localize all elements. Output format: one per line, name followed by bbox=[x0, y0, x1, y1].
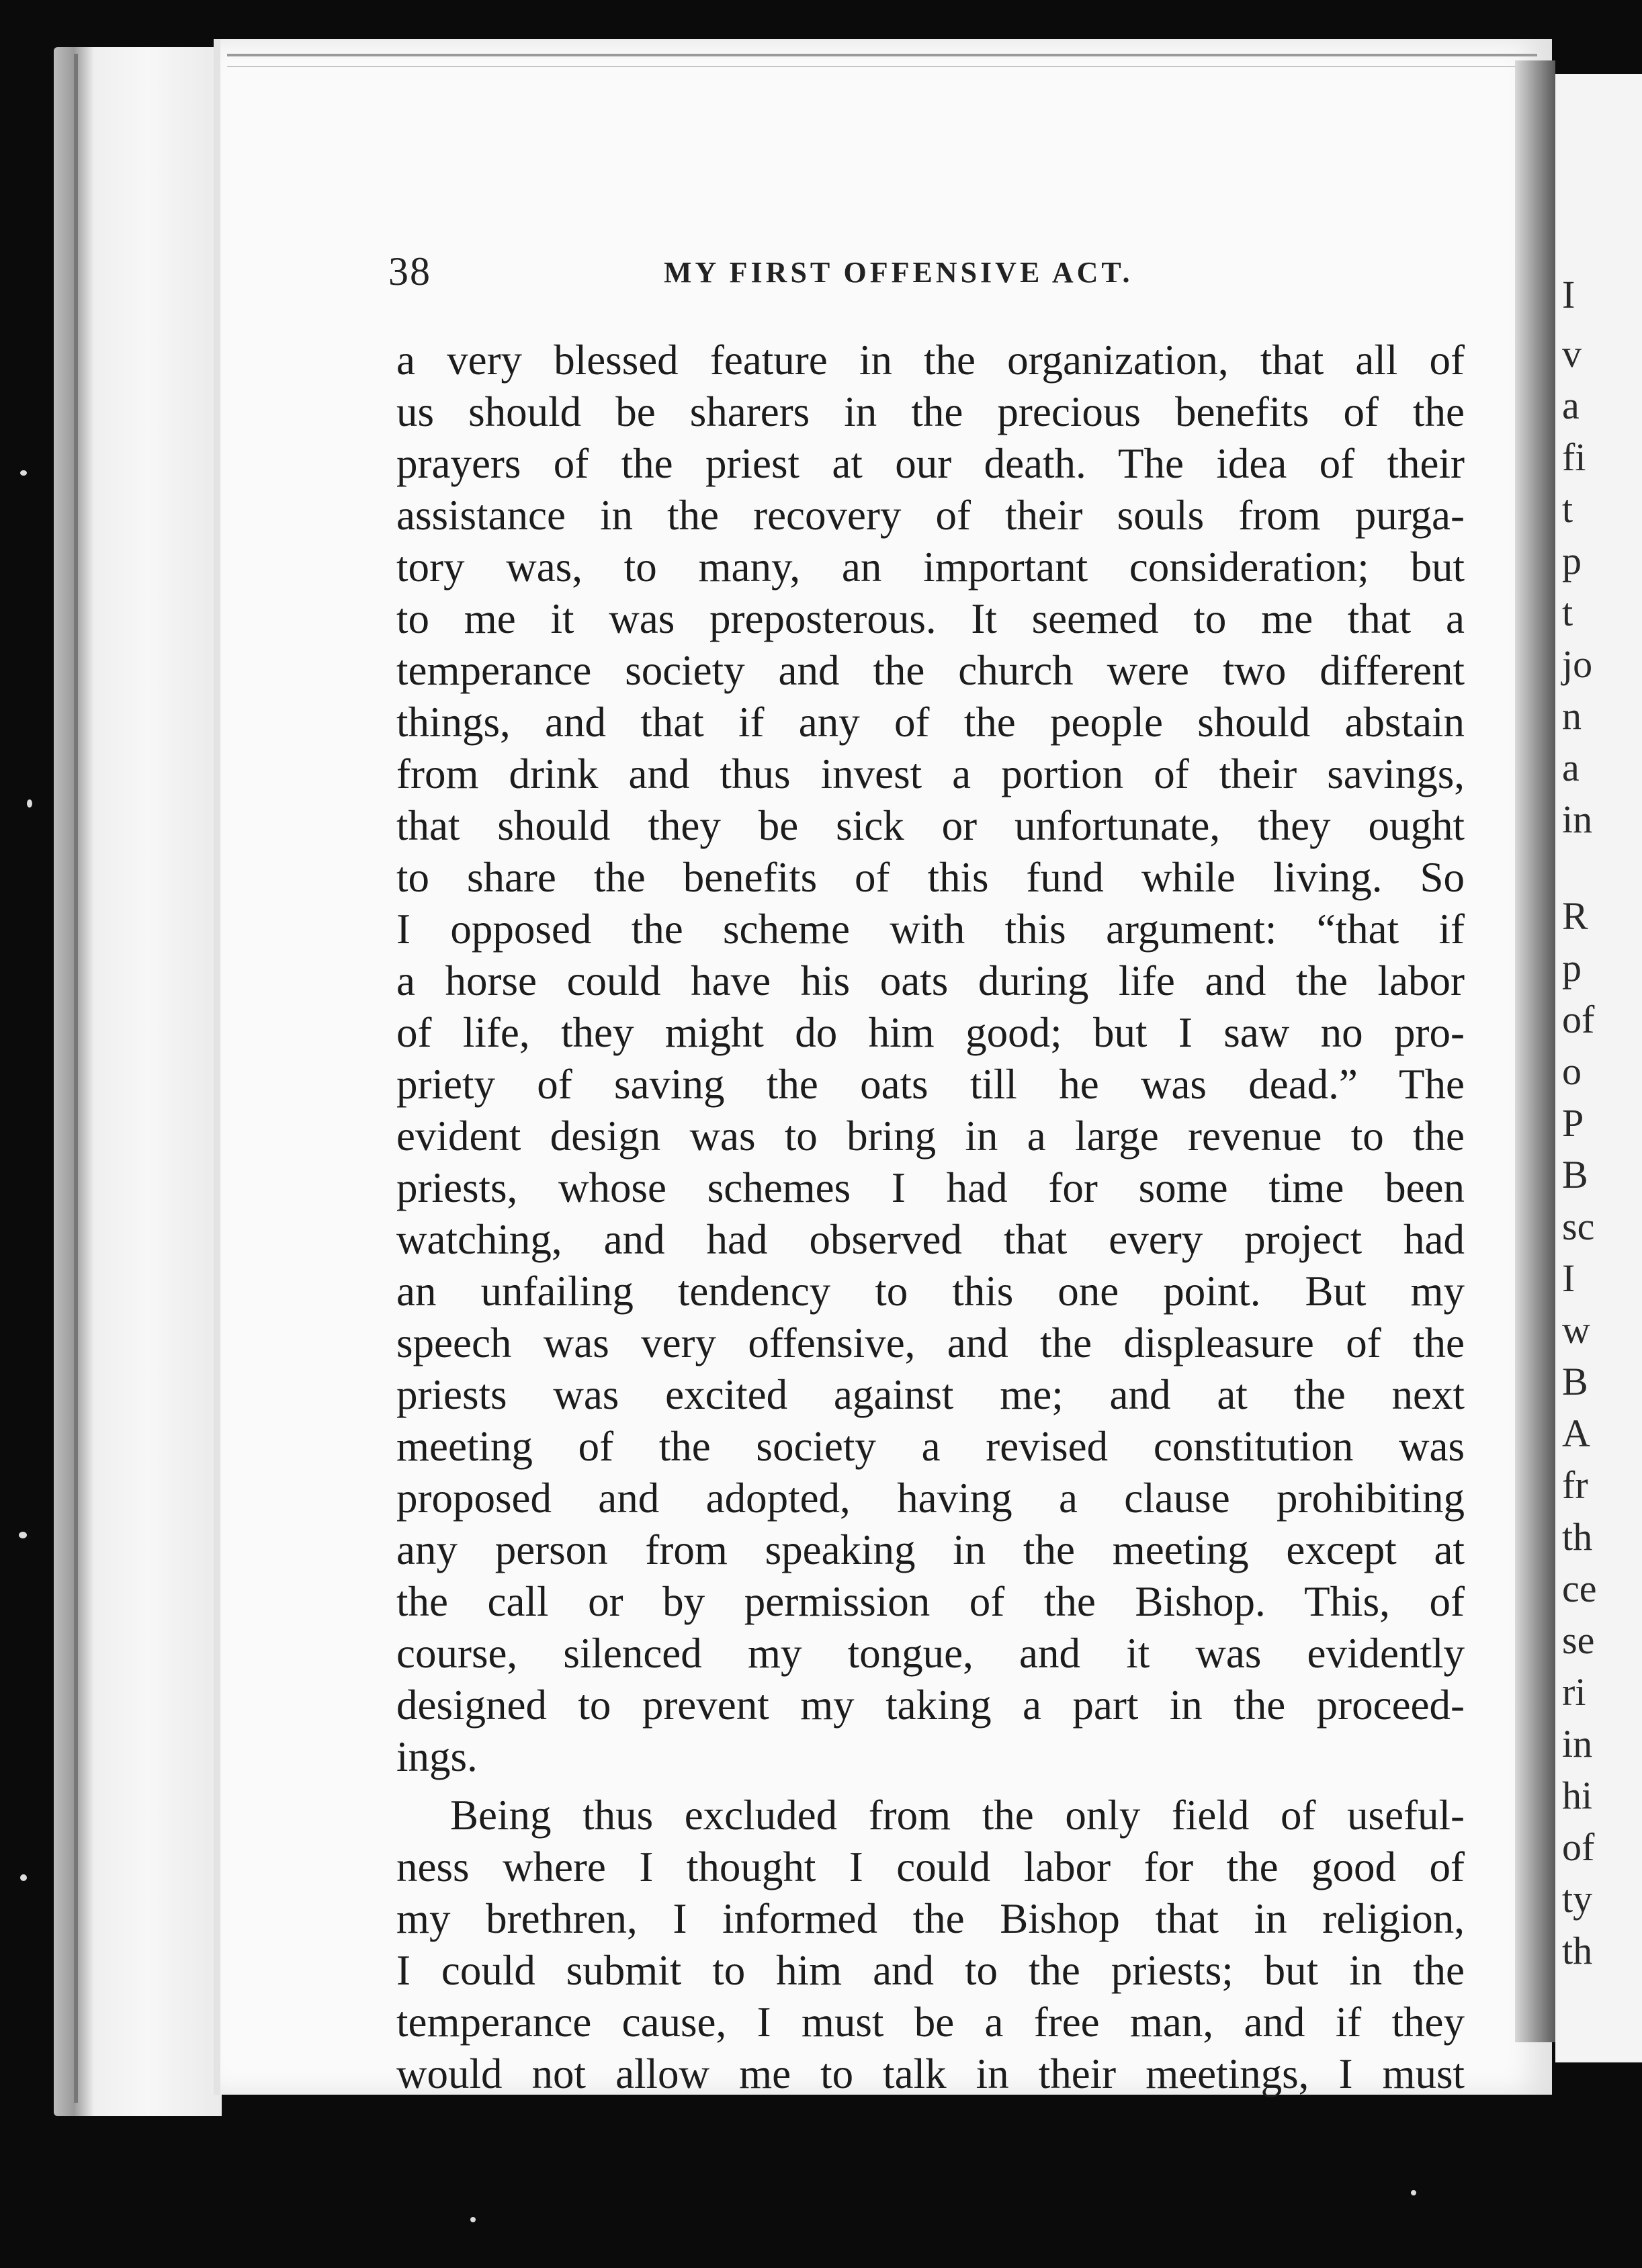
page-top-rule-secondary bbox=[227, 66, 1537, 67]
next-page-fragment: ri bbox=[1562, 1670, 1586, 1714]
next-page-fragment: v bbox=[1562, 332, 1582, 376]
paragraph-first-line: Being thus excluded from the only field of useful- bbox=[450, 1792, 1465, 1839]
next-page-fragment: n bbox=[1562, 694, 1582, 738]
text-line: to me it was preposterous. It seemed to me that a bbox=[396, 595, 1465, 642]
next-page-fragment: p bbox=[1562, 539, 1582, 582]
text-line: a very blessed feature in the organization, that all of bbox=[396, 337, 1465, 384]
text-line: priests, whose schemes I had for some time been bbox=[396, 1164, 1465, 1211]
text-line: assistance in the recovery of their souls from purga- bbox=[396, 492, 1465, 539]
next-page-fragment: A bbox=[1562, 1411, 1590, 1455]
text-line: my brethren, I informed the Bishop that in religion, bbox=[396, 1895, 1465, 1942]
next-page-fragment: of bbox=[1562, 1825, 1595, 1869]
next-page-fragment: I bbox=[1562, 1256, 1575, 1300]
dust-speck bbox=[20, 1874, 27, 1881]
dust-speck bbox=[20, 470, 27, 476]
next-page-fragment: ty bbox=[1562, 1877, 1593, 1921]
text-line: ings. bbox=[396, 1733, 478, 1780]
text-line: us should be sharers in the precious benefits of the bbox=[396, 388, 1465, 435]
text-line: the call or by permission of the Bishop. This, of bbox=[396, 1578, 1465, 1625]
text-line: priety of saving the oats till he was dead.” The bbox=[396, 1061, 1465, 1108]
next-page-fragment: th bbox=[1562, 1929, 1593, 1972]
running-head: MY FIRST OFFENSIVE ACT. bbox=[664, 256, 1133, 289]
book-page bbox=[214, 39, 1552, 2095]
dust-speck bbox=[19, 1532, 27, 1538]
text-line: course, silenced my tongue, and it was evidently bbox=[396, 1630, 1465, 1677]
next-page-fragment: w bbox=[1562, 1308, 1590, 1352]
next-page-fragment: jo bbox=[1562, 642, 1593, 686]
text-line: I could submit to him and to the priests; but in the bbox=[396, 1947, 1465, 1994]
text-line: designed to prevent my taking a part in the proceed- bbox=[396, 1682, 1465, 1729]
text-line: temperance cause, I must be a free man, and if they bbox=[396, 1999, 1465, 2046]
next-page-fragment: th bbox=[1562, 1515, 1593, 1559]
text-line: that should they be sick or unfortunate, they ought bbox=[396, 802, 1465, 849]
next-page-fragment: of bbox=[1562, 998, 1595, 1041]
text-line: proposed and adopted, having a clause prohibiting bbox=[396, 1475, 1465, 1522]
text-line: from drink and thus invest a portion of their savings, bbox=[396, 750, 1465, 797]
next-page-fragment: B bbox=[1562, 1360, 1588, 1403]
next-page-fragment: in bbox=[1562, 1722, 1593, 1765]
next-page-sliver bbox=[1555, 74, 1642, 2062]
page-number: 38 bbox=[388, 249, 431, 294]
next-page-fragment: R bbox=[1562, 894, 1588, 938]
next-page-fragment: se bbox=[1562, 1618, 1595, 1662]
text-line: evident design was to bring in a large revenue to the bbox=[396, 1113, 1465, 1160]
body-text bbox=[396, 335, 1465, 2100]
next-page-fragment: a bbox=[1562, 384, 1580, 427]
text-line: speech was very offensive, and the displeasure of the bbox=[396, 1319, 1465, 1366]
next-page-fragment: hi bbox=[1562, 1774, 1593, 1817]
text-line: of life, they might do him good; but I saw no pro- bbox=[396, 1009, 1465, 1056]
next-page-fragment: P bbox=[1562, 1101, 1584, 1145]
text-line: a horse could have his oats during life and the labor bbox=[396, 957, 1465, 1004]
text-line: to share the benefits of this fund while living. So bbox=[396, 854, 1465, 901]
left-book-edge bbox=[54, 47, 222, 2116]
next-page-fragment: in bbox=[1562, 797, 1593, 841]
next-page-fragment: p bbox=[1562, 946, 1582, 990]
next-page-fragment: a bbox=[1562, 746, 1580, 789]
text-line: priests was excited against me; and at the next bbox=[396, 1371, 1465, 1418]
dust-speck bbox=[1411, 2190, 1416, 2195]
text-line: prayers of the priest at our death. The idea of their bbox=[396, 440, 1465, 487]
dust-speck bbox=[470, 2217, 476, 2222]
text-line: things, and that if any of the people should abstain bbox=[396, 699, 1465, 746]
text-line: ness where I thought I could labor for the good of bbox=[396, 1843, 1465, 1890]
text-line: temperance society and the church were two different bbox=[396, 647, 1465, 694]
next-page-fragment: B bbox=[1562, 1153, 1588, 1196]
text-line: I opposed the scheme with this argument: “that if bbox=[396, 906, 1465, 953]
page-top-rule bbox=[227, 54, 1537, 56]
text-line: any person from speaking in the meeting except at bbox=[396, 1526, 1465, 1573]
next-page-fragment: I bbox=[1562, 273, 1575, 316]
text-line: watching, and had observed that every project had bbox=[396, 1216, 1465, 1263]
text-line: tory was, to many, an important consideration; but bbox=[396, 543, 1465, 591]
next-page-fragment: ce bbox=[1562, 1567, 1597, 1610]
page-gutter-shadow bbox=[1515, 60, 1555, 2042]
next-page-fragment: fi bbox=[1562, 435, 1586, 479]
next-page-fragment: t bbox=[1562, 591, 1573, 634]
left-edge-line bbox=[74, 54, 78, 2103]
dust-speck bbox=[27, 799, 32, 808]
next-page-fragment: fr bbox=[1562, 1463, 1588, 1507]
text-line: would not allow me to talk in their meetings, I must bbox=[396, 2050, 1465, 2097]
next-page-fragment: t bbox=[1562, 487, 1573, 531]
text-line: an unfailing tendency to this one point. But my bbox=[396, 1268, 1465, 1315]
next-page-fragment: sc bbox=[1562, 1205, 1595, 1248]
text-line: meeting of the society a revised constitution was bbox=[396, 1423, 1465, 1470]
next-page-fragment: o bbox=[1562, 1049, 1582, 1093]
